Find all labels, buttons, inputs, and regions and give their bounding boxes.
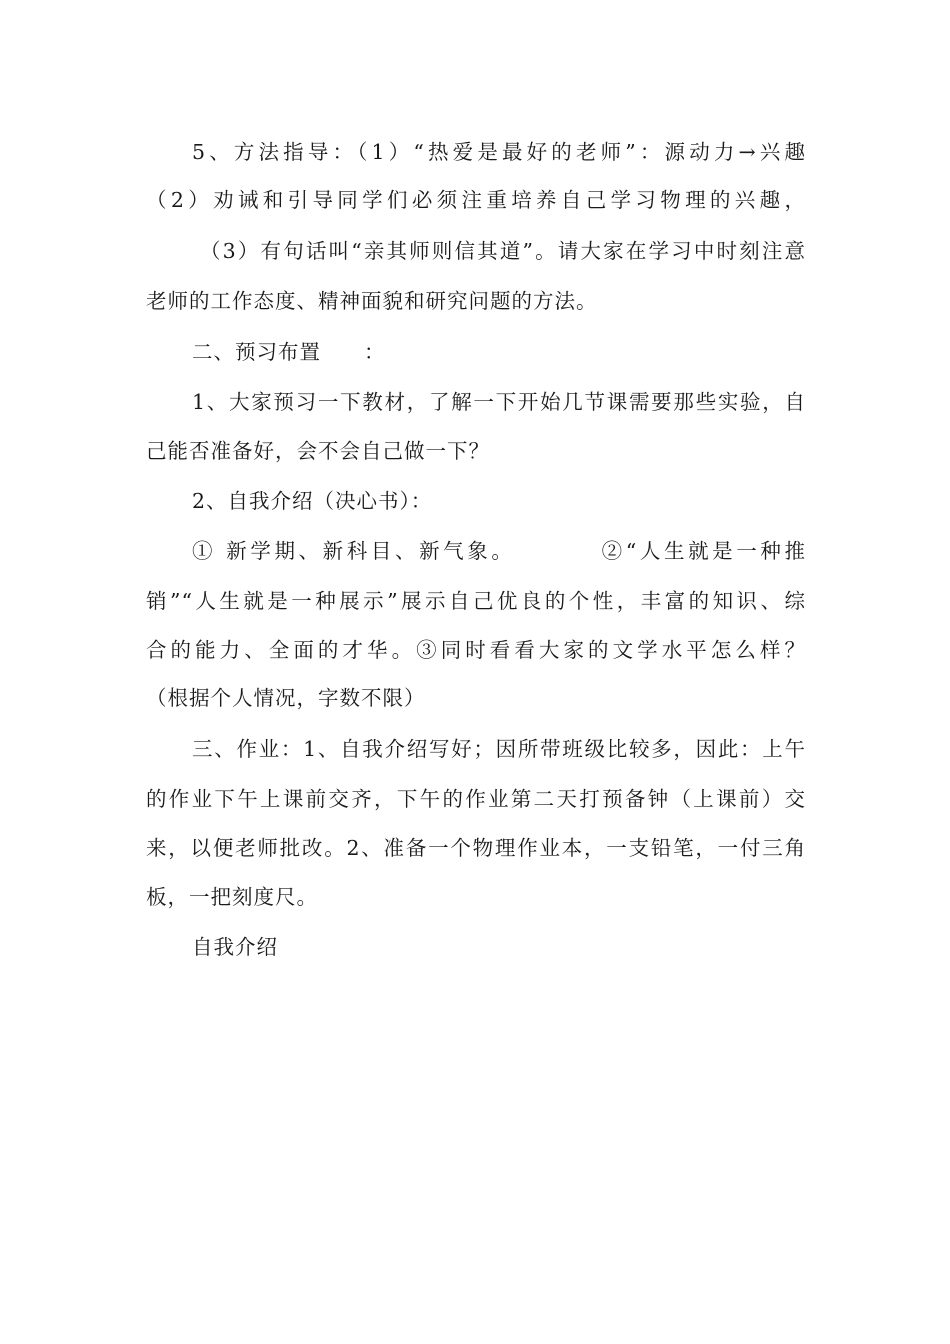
paragraph-line: 合的能力、全面的才华。③同时看看大家的文学水平怎么样？ — [146, 638, 806, 662]
paragraph-line: （3）有句话叫“亲其师则信其道”。请大家在学习中时刻注意 — [200, 239, 806, 263]
section-heading: 自我介绍 — [192, 935, 278, 959]
paragraph-line: 2、自我介绍（决心书）： — [192, 489, 433, 513]
paragraph-line: 1、大家预习一下教材，了解一下开始几节课需要那些实验，自 — [192, 390, 806, 414]
paragraph-line: （2）劝诫和引导同学们必须注重培养自己学习物理的兴趣， — [146, 188, 806, 212]
paragraph-line: 己能否准备好，会不会自己做一下？ — [146, 439, 490, 463]
section-heading: 三、作业：1、自我介绍写好；因所带班级比较多，因此：上午 — [192, 737, 806, 761]
paragraph-line: 板，一把刻度尺。 — [146, 885, 318, 909]
paragraph-line: 老师的工作态度、精神面貌和研究问题的方法。 — [146, 289, 598, 313]
paragraph-line: 销”“人生就是一种展示”展示自己优良的个性，丰富的知识、综 — [146, 589, 806, 613]
section-heading: 二、预习布置 ： — [192, 340, 386, 364]
paragraph-line: 5、方法指导：（1）“热爱是最好的老师”：源动力→兴趣 — [192, 140, 806, 164]
paragraph-line: 的作业下午上课前交齐，下午的作业第二天打预备钟（上课前）交 — [146, 787, 806, 811]
paragraph-line: ① 新学期、新科目、新气象。 ②“人生就是一种推 — [192, 539, 806, 563]
paragraph-line: （根据个人情况，字数不限） — [146, 686, 426, 710]
paragraph-line: 来，以便老师批改。2、准备一个物理作业本，一支铅笔，一付三角 — [146, 836, 806, 860]
